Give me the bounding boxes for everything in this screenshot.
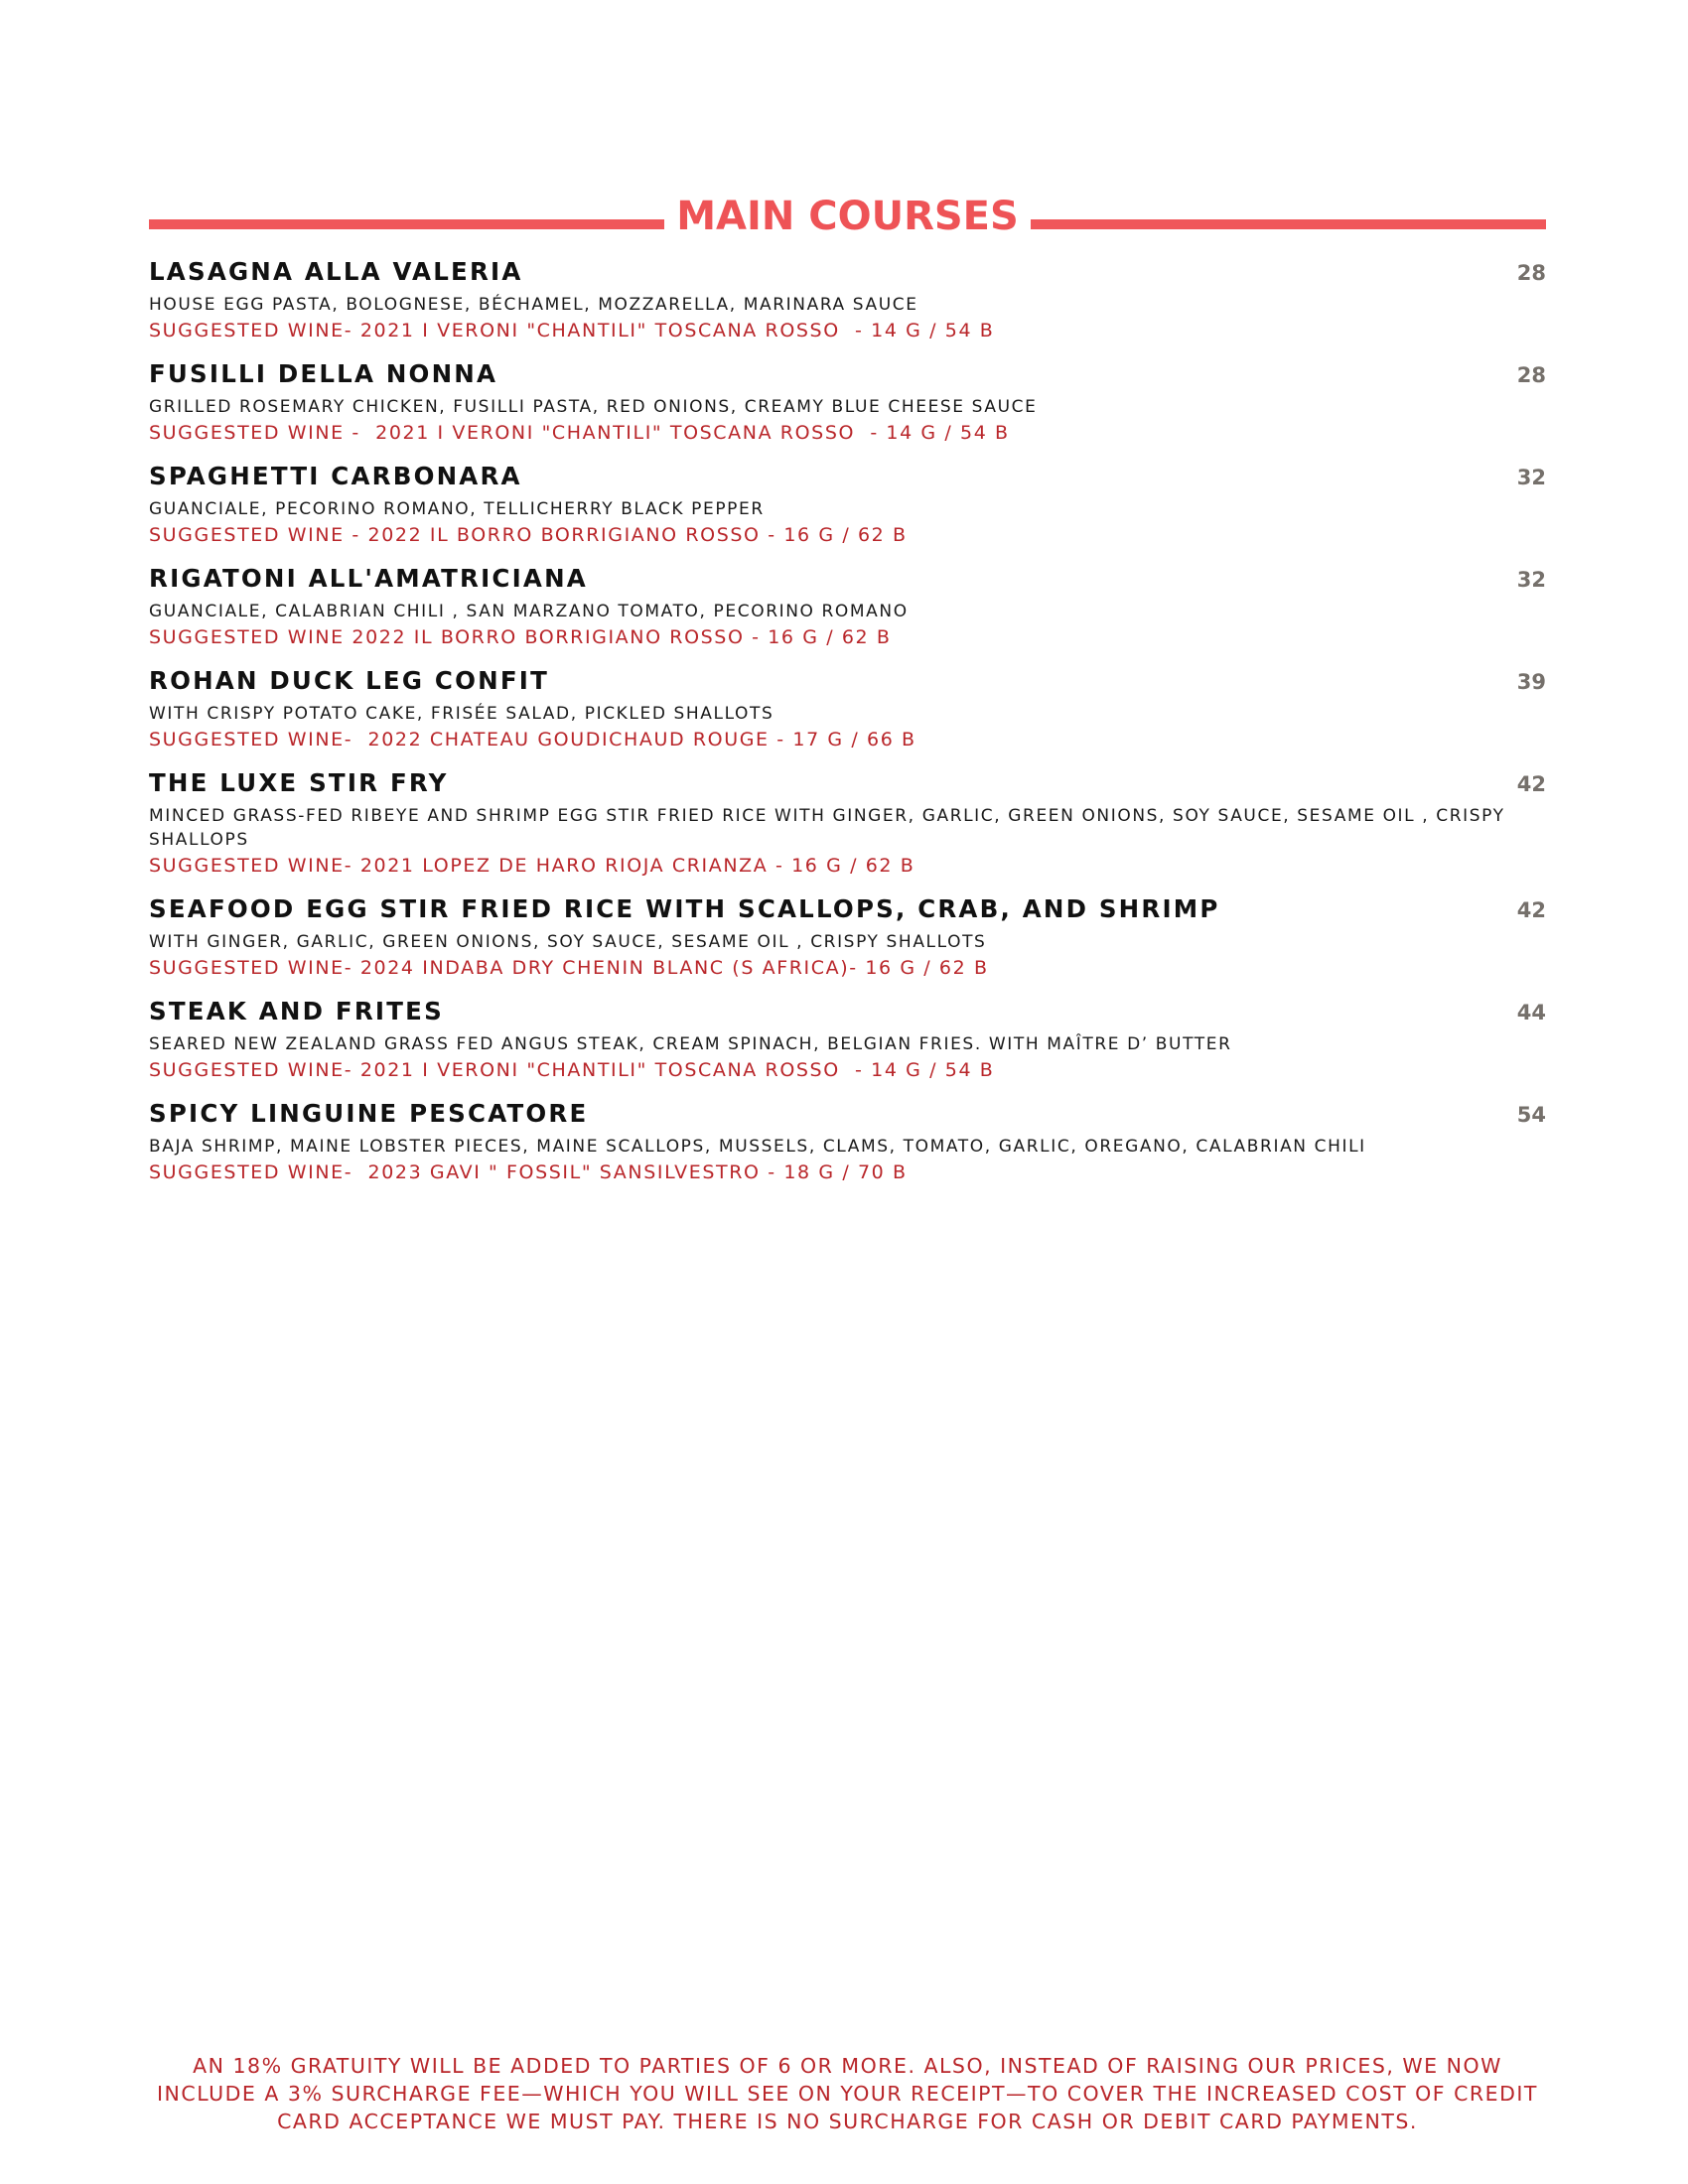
suggested-wine: SUGGESTED WINE 2022 IL BORRO BORRIGIANO ROSSO - 16 G / 62 B: [149, 626, 892, 648]
dish-description: GUANCIALE, CALABRIAN CHILI , SAN MARZANO TOMATO, PECORINO ROMANO: [149, 602, 909, 621]
dish-price: 39: [1516, 670, 1546, 694]
dish-price: 32: [1516, 466, 1546, 489]
dish-description: GUANCIALE, PECORINO ROMANO, TELLICHERRY BLACK PEPPER: [149, 499, 765, 519]
dish-description: HOUSE EGG PASTA, BOLOGNESE, BÉCHAMEL, MOZZARELLA, MARINARA SAUCE: [149, 295, 918, 315]
dish-description: WITH GINGER, GARLIC, GREEN ONIONS, SOY SAUCE, SESAME OIL , CRISPY SHALLOTS: [149, 932, 987, 952]
dish-description: SEARED NEW ZEALAND GRASS FED ANGUS STEAK, CREAM SPINACH, BELGIAN FRIES. WITH MAÎTRE D’ BUTTER: [149, 1034, 1232, 1054]
surcharge-notice: AN 18% GRATUITY WILL BE ADDED TO PARTIES OF 6 OR MORE. ALSO, INSTEAD OF RAISING OUR PRICES, WE NOW INCLUDE A 3% SURCHARGE FEE—WHICH YOU WILL SEE ON YOUR RECEIPT—TO COVER THE INCREASED COST OF CREDIT CARD ACCEPTANCE WE MUST PAY. THERE IS NO SURCHARGE FOR CASH OR DEBIT CARD PAYMENTS.: [157, 2054, 1538, 2133]
dish-item: [149, 892, 1546, 982]
dish-name: SPICY LINGUINE PESCATORE: [149, 1099, 589, 1128]
suggested-wine: SUGGESTED WINE- 2021 I VERONI "CHANTILI" TOSCANA ROSSO - 14 G / 54 B: [149, 320, 995, 341]
dish-name: RIGATONI ALL'AMATRICIANA: [149, 564, 588, 593]
dish-name: SPAGHETTI CARBONARA: [149, 462, 522, 490]
dish-price: 32: [1516, 568, 1546, 592]
dish-item: [149, 995, 1546, 1084]
header-rule-right: [1031, 219, 1546, 229]
suggested-wine: SUGGESTED WINE- 2024 INDABA DRY CHENIN BLANC (S AFRICA)- 16 G / 62 B: [149, 957, 989, 979]
dish-list: [149, 255, 1546, 1199]
dish-item: [149, 357, 1546, 447]
dish-head: [149, 357, 1546, 392]
dish-description: WITH CRISPY POTATO CAKE, FRISÉE SALAD, PICKLED SHALLOTS: [149, 704, 774, 724]
dish-name: STEAK AND FRITES: [149, 997, 444, 1025]
dish-price: 44: [1516, 1001, 1546, 1024]
suggested-wine: SUGGESTED WINE - 2022 IL BORRO BORRIGIANO ROSSO - 16 G / 62 B: [149, 524, 908, 546]
suggested-wine: SUGGESTED WINE- 2023 GAVI " FOSSIL" SANSILVESTRO - 18 G / 70 B: [149, 1161, 908, 1183]
dish-description: BAJA SHRIMP, MAINE LOBSTER PIECES, MAINE SCALLOPS, MUSSELS, CLAMS, TOMATO, GARLIC, OREGANO, CALABRIAN CHILI: [149, 1137, 1366, 1157]
dish-item: [149, 766, 1546, 880]
dish-price: 28: [1516, 261, 1546, 285]
dish-price: 42: [1516, 772, 1546, 796]
dish-head: [149, 460, 1546, 494]
dish-name: FUSILLI DELLA NONNA: [149, 359, 498, 388]
dish-item: [149, 664, 1546, 753]
dish-price: 42: [1516, 898, 1546, 922]
suggested-wine: SUGGESTED WINE- 2021 LOPEZ DE HARO RIOJA CRIANZA - 16 G / 62 B: [149, 855, 915, 877]
dish-head: [149, 766, 1546, 801]
suggested-wine: SUGGESTED WINE- 2022 CHATEAU GOUDICHAUD ROUGE - 17 G / 66 B: [149, 729, 916, 751]
dish-head: [149, 995, 1546, 1029]
dish-name: ROHAN DUCK LEG CONFIT: [149, 666, 549, 695]
header-rule-left: [149, 219, 664, 229]
suggested-wine: SUGGESTED WINE- 2021 I VERONI "CHANTILI" TOSCANA ROSSO - 14 G / 54 B: [149, 1059, 995, 1081]
dish-item: [149, 460, 1546, 549]
dish-name: THE LUXE STIR FRY: [149, 768, 449, 797]
dish-description: GRILLED ROSEMARY CHICKEN, FUSILLI PASTA, RED ONIONS, CREAMY BLUE CHEESE SAUCE: [149, 397, 1038, 417]
dish-price: 28: [1516, 363, 1546, 387]
dish-head: [149, 1097, 1546, 1132]
dish-item: [149, 1097, 1546, 1186]
dish-item: [149, 562, 1546, 651]
dish-name: LASAGNA ALLA VALERIA: [149, 257, 523, 286]
dish-head: [149, 255, 1546, 290]
section-title: MAIN COURSES: [676, 194, 1019, 239]
dish-head: [149, 664, 1546, 699]
dish-item: [149, 255, 1546, 344]
dish-head: [149, 562, 1546, 597]
dish-name: SEAFOOD EGG STIR FRIED RICE WITH SCALLOPS, CRAB, AND SHRIMP: [149, 894, 1220, 923]
suggested-wine: SUGGESTED WINE - 2021 I VERONI "CHANTILI" TOSCANA ROSSO - 14 G / 54 B: [149, 422, 1010, 444]
dish-head: [149, 892, 1546, 927]
section-header: [149, 189, 1546, 244]
dish-description: MINCED GRASS-FED RIBEYE AND SHRIMP EGG STIR FRIED RICE WITH GINGER, GARLIC, GREEN ONIONS, SOY SAUCE, SESAME OIL , CRISPY SHALLOPS: [149, 806, 1505, 850]
dish-price: 54: [1516, 1103, 1546, 1127]
